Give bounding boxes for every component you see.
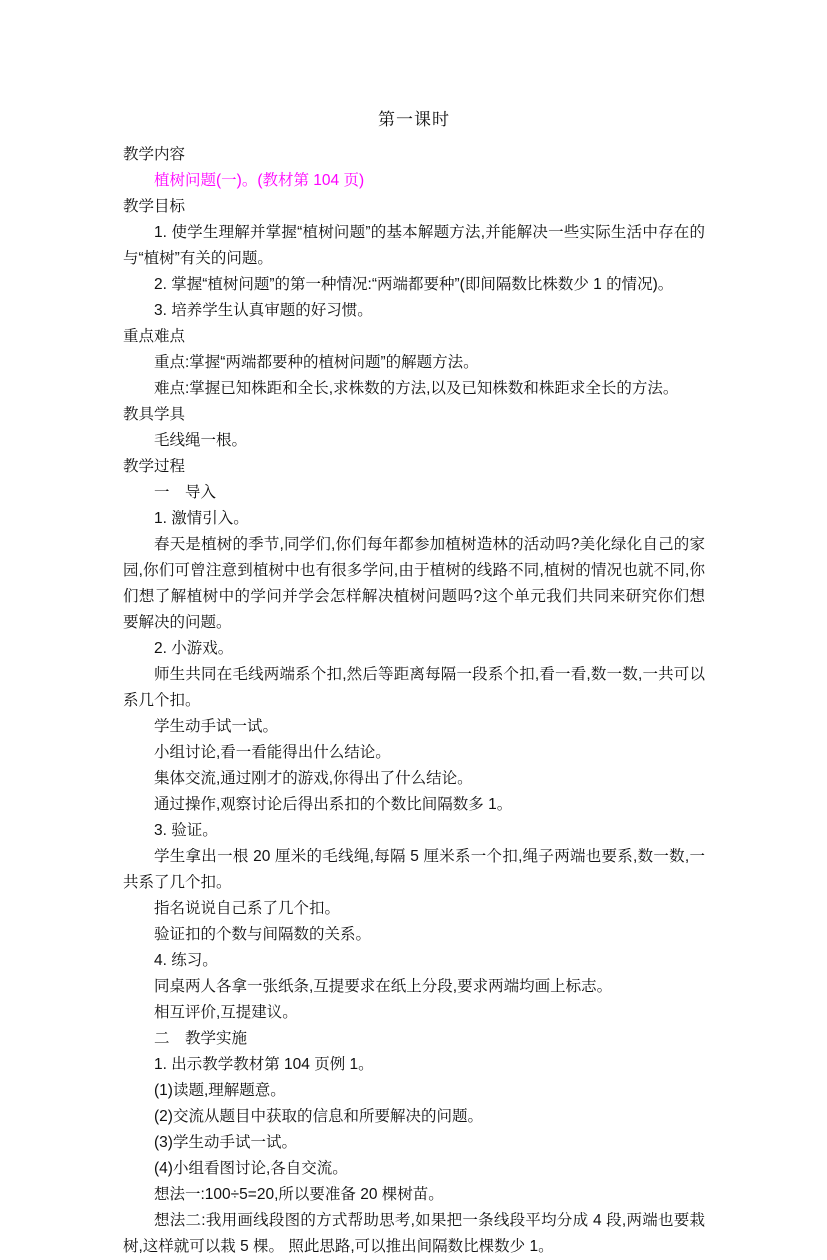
- paragraph: 小组讨论,看一看能得出什么结论。: [154, 744, 391, 761]
- section-heading: 教学过程: [123, 458, 186, 475]
- document-body: [123, 142, 705, 1260]
- paragraph: 重点:掌握“两端都要种的植树问题”的解题方法。: [154, 354, 479, 371]
- paragraph: 1. 出示教学教材第 104 页例 1。: [154, 1056, 374, 1073]
- paragraph: 难点:掌握已知株距和全长,求株数的方法,以及已知株数和株距求全长的方法。: [154, 380, 679, 397]
- paragraph: 通过操作,观察讨论后得出系扣的个数比间隔数多 1。: [154, 796, 513, 813]
- paragraph: 1. 使学生理解并掌握“植树问题”的基本解题方法,并能解决一些实际生活中存在的与“植树”有关的问题。: [123, 224, 705, 267]
- document-content: [123, 106, 705, 1260]
- paragraph: 3. 验证。: [154, 822, 218, 839]
- paragraph: (1)读题,理解题意。: [154, 1082, 286, 1099]
- paragraph: 学生拿出一根 20 厘米的毛线绳,每隔 5 厘米系一个扣,绳子两端也要系,数一数,一共系了几个扣。: [123, 848, 705, 891]
- section-heading: 教学目标: [123, 198, 186, 215]
- paragraph: 2. 小游戏。: [154, 640, 234, 657]
- paragraph: 学生动手试一试。: [154, 718, 279, 735]
- paragraph: 春天是植树的季节,同学们,你们每年都参加植树造林的活动吗?美化绿化自己的家园,你们可曾注意到植树中也有很多学问,由于植树的线路不同,植树的情况也就不同,你们想了解植树中的学问并学会怎样解决植树问题吗?这个单元我们共同来研究你们想要解决的问题。: [123, 536, 705, 631]
- paragraph: 同桌两人各拿一张纸条,互提要求在纸上分段,要求两端均画上标志。: [154, 978, 613, 995]
- paragraph: (4)小组看图讨论,各自交流。: [154, 1160, 348, 1177]
- paragraph: 集体交流,通过刚才的游戏,你得出了什么结论。: [154, 770, 473, 787]
- paragraph: 4. 练习。: [154, 952, 218, 969]
- paragraph: 指名说说自己系了几个扣。: [154, 900, 341, 917]
- page-title: 第一课时: [378, 110, 450, 129]
- paragraph: 3. 培养学生认真审题的好习惯。: [154, 302, 373, 319]
- section-heading: 教具学具: [123, 406, 186, 423]
- section-heading: 重点难点: [123, 328, 186, 345]
- paragraph: 验证扣的个数与间隔数的关系。: [154, 926, 372, 943]
- paragraph: 2. 掌握“植树问题”的第一种情况:“两端都要种”(即间隔数比株数少 1 的情况)。: [154, 276, 674, 293]
- paragraph: 想法一:100÷5=20,所以要准备 20 棵树苗。: [154, 1186, 444, 1203]
- paragraph: 一 导入: [154, 484, 217, 501]
- paragraph: 二 教学实施: [154, 1030, 248, 1047]
- paragraph: 想法二:我用画线段图的方式帮助思考,如果把一条线段平均分成 4 段,两端也要栽树,这样就可以栽 5 棵。 照此思路,可以推出间隔数比棵数少 1。: [123, 1212, 705, 1255]
- paragraph: 植树问题(一)。(教材第 104 页): [154, 172, 365, 189]
- paragraph: (3)学生动手试一试。: [154, 1134, 297, 1151]
- paragraph: 1. 激情引入。: [154, 510, 249, 527]
- paragraph: (2)交流从题目中获取的信息和所要解决的问题。: [154, 1108, 483, 1125]
- paragraph: 毛线绳一根。: [154, 432, 248, 449]
- section-heading: 教学内容: [123, 146, 186, 163]
- paragraph: 师生共同在毛线两端系个扣,然后等距离每隔一段系个扣,看一看,数一数,一共可以系几个扣。: [123, 666, 705, 709]
- paragraph: 相互评价,互提建议。: [154, 1004, 298, 1021]
